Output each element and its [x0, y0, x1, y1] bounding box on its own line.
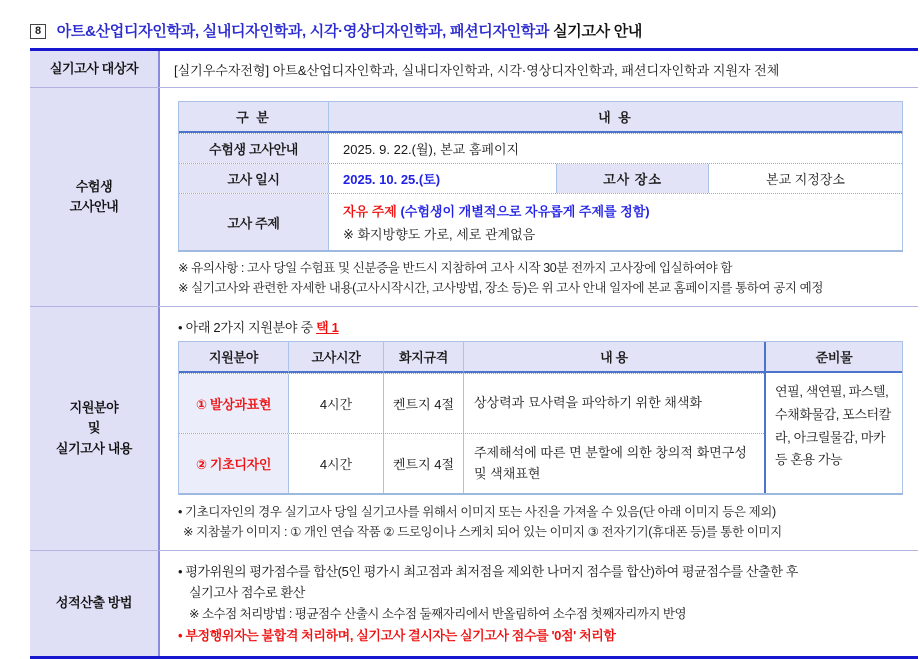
title-number-badge: 8	[30, 24, 46, 39]
exam-place-label: 고사 장소	[557, 164, 709, 193]
exam-topic-cell	[329, 194, 902, 250]
practical-exam-table	[30, 48, 918, 659]
scoring-decimal-note: ※ 소수점 처리방법 : 평균점수 산출시 소수점 둘째자리에서 반올림하여 소수점 첫째자리까지 반영	[189, 606, 687, 621]
row-label-target: 실기고사 대상자	[30, 51, 160, 87]
fields-note: • 기초디자인의 경우 실기고사 당일 실기고사를 위해서 이미지 또는 사진을 가져올 수 있음(단 아래 이미지 등은 제외)	[178, 505, 776, 519]
fields-note: ※ 지참불가 이미지 : ① 개인 연습 작품 ② 드로잉이나 스케치 되어 있는 이미지 ③ 전자기기(휴대폰 등)를 통한 이미지	[183, 525, 782, 539]
field-row-basic-design: ② 기초디자인 4시간 켄트지 4절 주제해석에 따른 면 분할에 의한 창의적 화면구성 및 색채표현	[179, 433, 764, 493]
exam-fields-table	[178, 341, 903, 495]
target-content: [실기우수자전형] 아트&산업디자인학과, 실내디자인학과, 시각·영상디자인학과, 패션디자인학과 지원자 전체	[174, 62, 780, 78]
scoring-cheating-warning: • 부정행위자는 불합격 처리하며, 실기고사 결시자는 실기고사 점수를 '0점' 처리함	[178, 627, 616, 643]
schedule-header-row	[179, 102, 902, 133]
schedule-header-detail: 내 용	[598, 110, 633, 125]
field-row-expression: ① 발상과표현 4시간 켄트지 4절 상상력과 묘사력을 파악하기 위한 채색화	[179, 373, 764, 433]
fields-content	[160, 307, 918, 550]
exam-info-note: ※ 실기고사와 관련한 자세한 내용(고사시작시간, 고사방법, 장소 등)은 위 고사 안내 일자에 본교 홈페이지를 통하여 공지 예정	[178, 281, 823, 295]
table-row-exam-info	[30, 87, 918, 306]
schedule-row-date: 고사 일시 2025. 10. 25.(토) 고사 장소 본교 지정장소	[179, 163, 902, 193]
exam-info-content	[160, 88, 918, 306]
title-suffix: 실기고사 안내	[553, 23, 643, 40]
fields-bullet: • 아래 2가지 지원분야 중 택 1	[178, 320, 339, 335]
topic-paper-note: ※ 화지방향도 가로, 세로 관계없음	[343, 227, 536, 242]
table-row-fields	[30, 306, 918, 550]
materials-column	[764, 342, 902, 493]
schedule-row-notice: 수험생 고사안내 2025. 9. 22.(월), 본교 홈페이지	[179, 133, 902, 163]
topic-free-subject: 자유 주제	[343, 204, 401, 219]
table-row-target	[30, 51, 918, 87]
fields-header-row: 지원분야 고사시간 화지규격 내 용	[179, 342, 764, 373]
materials-cell: 연필, 색연필, 파스텔, 수채화물감, 포스터칼라, 아크릴물감, 마카 등 혼용 가능	[775, 384, 891, 468]
scoring-content	[160, 551, 918, 656]
exam-info-note: ※ 유의사항 : 고사 당일 수험표 및 신분증을 반드시 지참하여 고사 시작 30분 전까지 고사장에 입실하여야 함	[178, 261, 733, 275]
page-title	[30, 20, 920, 41]
materials-header: 준비물	[766, 342, 902, 373]
schedule-header-category: 구 분	[179, 102, 329, 131]
scoring-line-1: • 평가위원의 평가점수를 합산(5인 평가시 최고점과 최저점을 제외한 나머지 점수를 합산)하여 평균점수를 산출한 후	[178, 564, 798, 579]
exam-schedule-table	[178, 101, 903, 252]
row-label-scoring: 성적산출 방법	[30, 551, 160, 656]
schedule-row-topic: 고사 주제 자유 주제 (수험생이 개별적으로 자유롭게 주제를 정함) ※ 화지방향도 가로, 세로 관계없음	[179, 193, 902, 250]
exam-date-value: 2025. 10. 25.(토)	[329, 164, 557, 193]
row-label-fields: 지원분야 및 실기고사 내용	[30, 307, 160, 550]
title-departments: 아트&산업디자인학과, 실내디자인학과, 시각·영상디자인학과, 패션디자인학과	[56, 23, 550, 40]
table-row-scoring	[30, 550, 918, 656]
topic-description: (수험생이 개별적으로 자유롭게 주제를 정함)	[400, 204, 650, 219]
scoring-line-1-cont: 실기고사 점수로 환산	[189, 585, 305, 601]
row-label-exam-info: 수험생 고사안내	[30, 88, 160, 306]
pick-one-highlight: 택 1	[316, 320, 339, 335]
exam-place-value: 본교 지정장소	[766, 172, 845, 187]
